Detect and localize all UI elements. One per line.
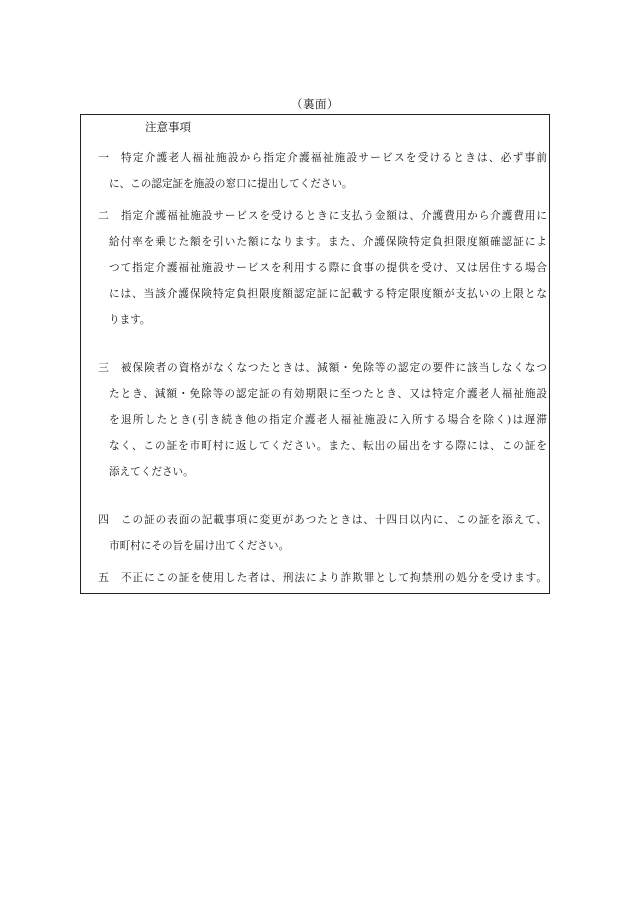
item-line: に、この認定証を施設の窓口に提出してください。 <box>109 178 353 190</box>
item-line: 被保険者の資格がなくなつたときは、減額・免除等の認定の要件に該当しなくなつ <box>121 362 547 374</box>
item-line: 給付率を乗じた額を引いた額になります。また、介護保険特定負担限度額確認証によ <box>109 236 547 248</box>
item-line: つて指定介護福祉施設サービスを利用する際に食事の提供を受け、又は居住する場合 <box>109 262 547 274</box>
item-line: 添えてください。 <box>109 466 194 478</box>
item-line: を退所したとき(引き続き他の指定介護老人福祉施設に入所する場合を除く)は遅滞 <box>109 414 547 426</box>
item-line: たとき、減額・免除等の認定証の有効期限に至つたとき、又は特定介護老人福祉施設 <box>109 388 547 400</box>
item-line: 特定介護老人福祉施設から指定介護福祉施設サービスを受けるときは、必ず事前 <box>121 152 547 164</box>
item-line: ります。 <box>109 314 151 326</box>
item-number: 二 <box>98 209 109 222</box>
item-number: 四 <box>98 513 109 526</box>
page-heading: （裏面） <box>291 97 339 111</box>
item-number: 三 <box>98 361 109 374</box>
item-line: 市町村にその旨を届け出てください。 <box>109 540 290 552</box>
item-line: 指定介護福祉施設サービスを受けるときに支払う金額は、介護費用から介護費用に <box>121 210 547 222</box>
item-line: この証の表面の記載事項に変更があつたときは、十四日以内に、この証を添えて、 <box>121 514 547 526</box>
notice-title: 注意事項 <box>145 120 191 134</box>
item-number: 一 <box>98 151 109 164</box>
item-line: なく、この証を市町村に返してください。また、転出の届出をする際には、この証を <box>109 440 547 452</box>
item-line: 不正にこの証を使用した者は、刑法により詐欺罪として拘禁刑の処分を受けます。 <box>121 572 547 584</box>
item-number: 五 <box>98 571 109 584</box>
notice-box <box>80 114 550 594</box>
item-line: には、当該介護保険特定負担限度額認定証に記載する特定限度額が支払いの上限とな <box>109 288 547 300</box>
